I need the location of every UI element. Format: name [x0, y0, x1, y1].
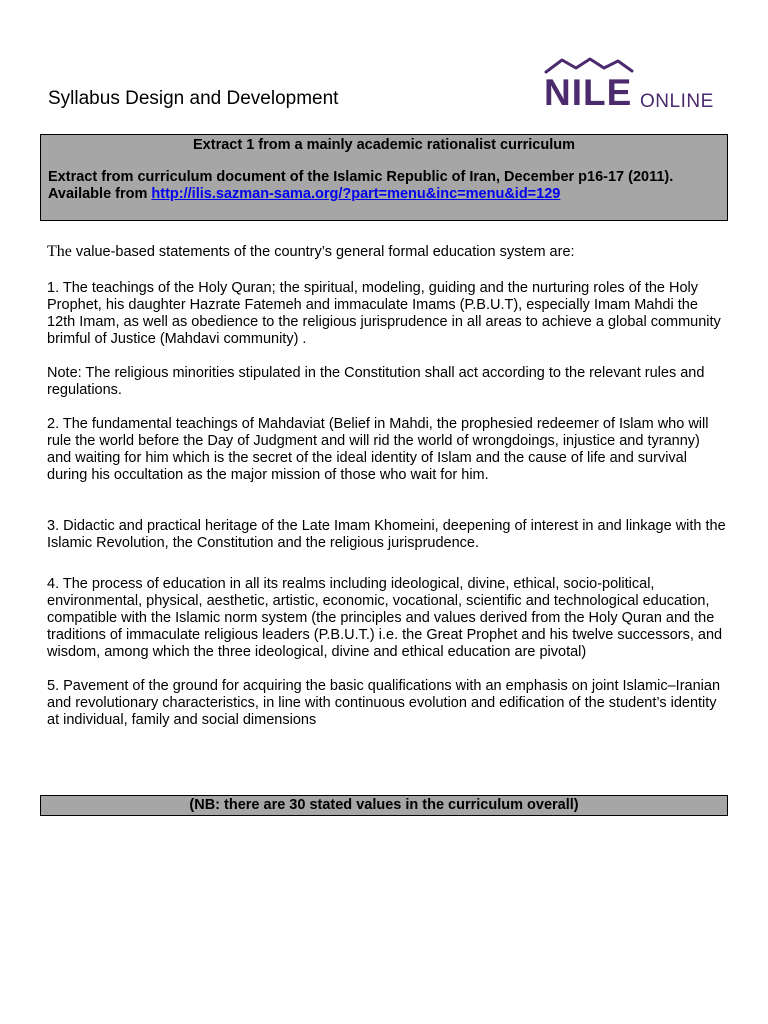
- value-item-2: 2. The fundamental teachings of Mahdaviat (Belief in Mahdi, the prophesied redeemer of Islam who will rule the world before the Day of Judgment and will rid the world of wrongdoings, injustice and tyranny) and waiting for him which is the secret of the ideal identity of Islam and the cause of life and survival during his occultation as the major mission of those who wait for him.: [47, 416, 709, 483]
- logo-suffix-text: ONLINE: [640, 91, 714, 112]
- value-item-5: 5. Pavement of the ground for acquiring the basic qualifications with an emphasis on joint Islamic–Iranian and revolutionary characteristics, in line with continuous evolution and edification of the student’s identity at individual, family and social dimensions: [47, 678, 721, 728]
- value-item-1: 1. The teachings of the Holy Quran; the spiritual, modeling, guiding and the nurturing roles of the Holy Prophet, his daughter Hazrate Fatemeh and immaculate Imams (P.B.U.T), especially Imam Mahdi the 12th Imam, as well as obedience to the religious jurisprudence in all areas to achieve a global community brimful of Justice (Mahdavi community) .: [47, 280, 721, 347]
- intro-paragraph: [47, 243, 727, 261]
- nb-note-box: (NB: there are 30 stated values in the curriculum overall): [40, 795, 728, 816]
- extract-title: Extract 1 from a mainly academic rationalist curriculum: [193, 137, 575, 153]
- intro-first-word: The: [47, 243, 72, 260]
- extract-source: [48, 169, 721, 203]
- extract-info-box: [40, 134, 728, 221]
- curriculum-source-link[interactable]: http://ilis.sazman-sama.org/?part=menu&inc=menu&id=129: [151, 186, 561, 202]
- body-text: [47, 243, 727, 729]
- value-item-4: 4. The process of education in all its realms including ideological, divine, ethical, socio-political, environmental, physical, aesthetic, artistic, economic, vocational, scientific and technological education, compatible with the Islamic norm system (the principles and values derived from the Holy Quran and the traditions of immaculate religious leaders (P.B.U.T.) i.e. the Great Prophet and his twelve successors, and wisdom, among which the three ideological, divine and ethical education are pivotal): [47, 576, 723, 660]
- nile-online-logo: [544, 56, 724, 116]
- document-header-title: Syllabus Design and Development: [48, 88, 339, 109]
- intro-text: value-based statements of the country’s general formal education system are:: [71, 244, 575, 260]
- extract-source-text: Extract from curriculum document of the Islamic Republic of Iran, December p16-17 (2011). Available from: [48, 169, 674, 202]
- logo-brand-text: NILE: [544, 72, 633, 113]
- value-item-3: 3. Didactic and practical heritage of the Late Imam Khomeini, deepening of interest in and linkage with the Islamic Revolution, the Constitution and the religious jurisprudence.: [47, 518, 726, 551]
- note-paragraph: Note: The religious minorities stipulated in the Constitution shall act according to the relevant rules and regulations.: [47, 365, 705, 398]
